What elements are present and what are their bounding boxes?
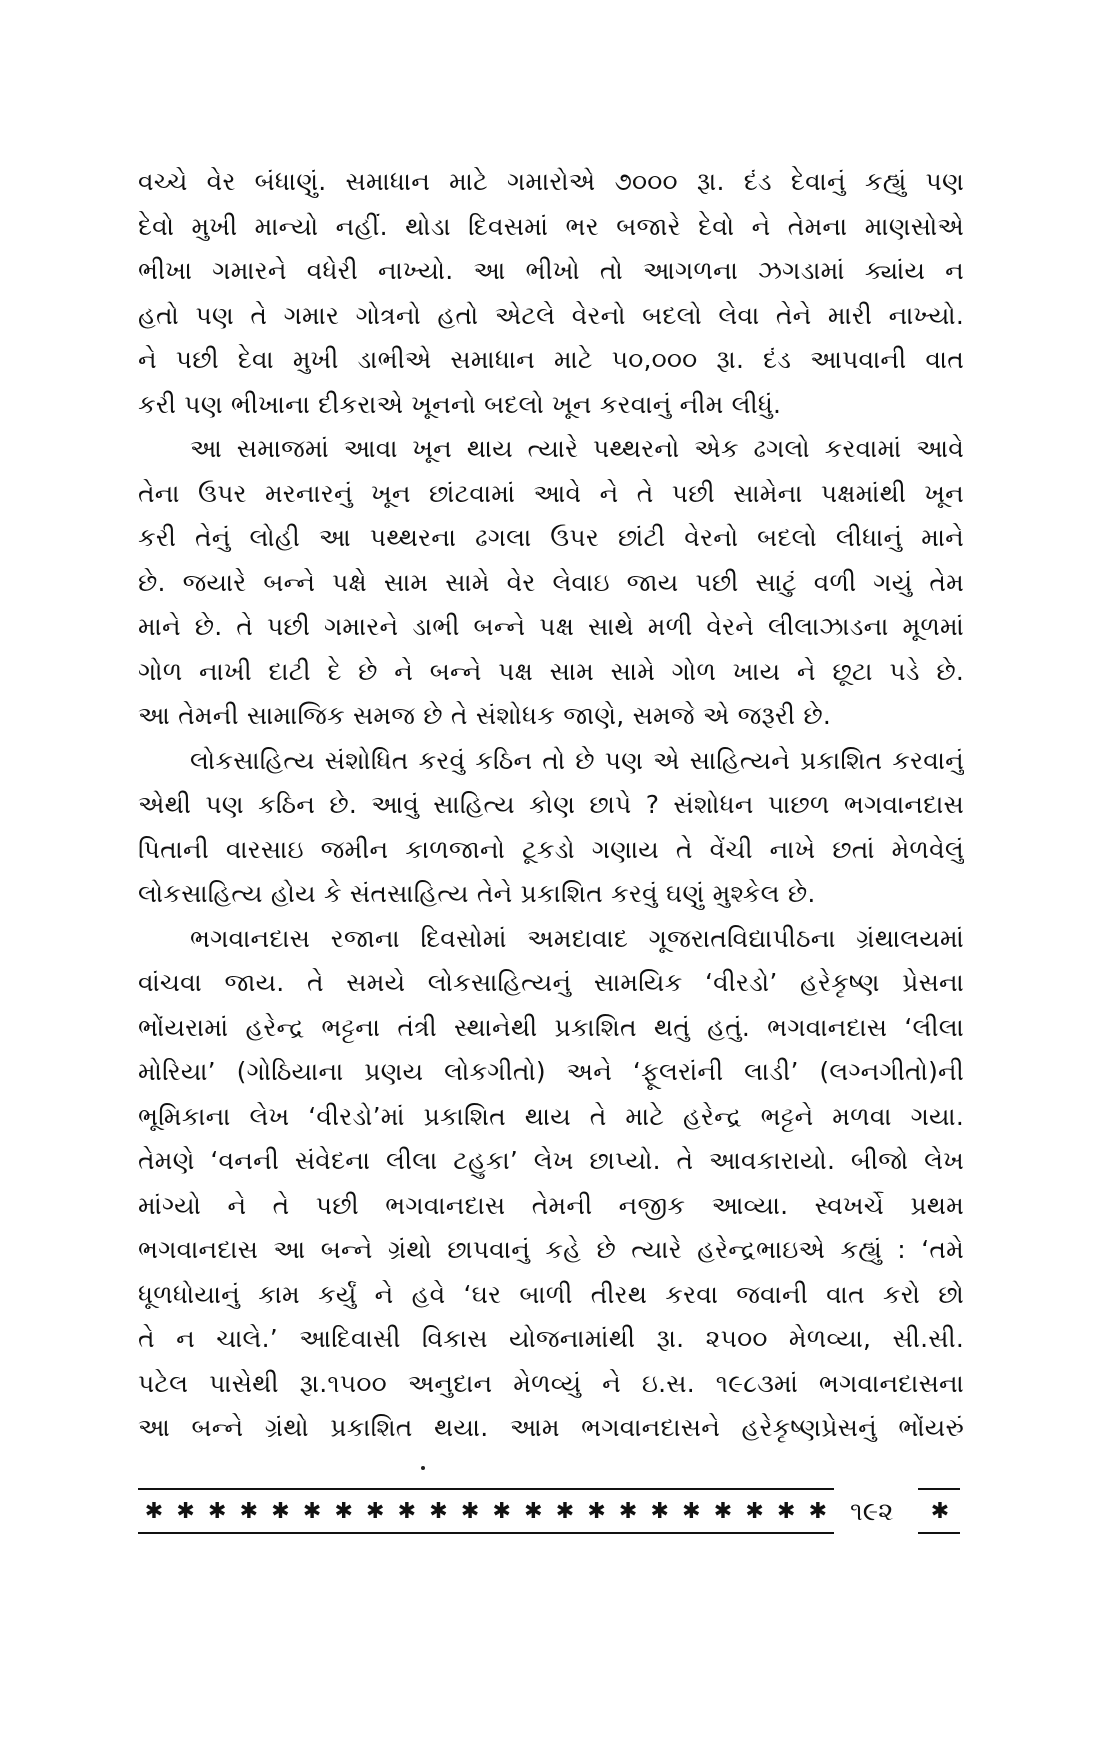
footer-rule-bottom [138, 1532, 834, 1534]
text-line: મોરિયા’ (ગોઠિયાના પ્રણય લોકગીતો) અને ‘ફૂલરાંની લાડી’ (લગ્નગીતો)ની [138, 1057, 964, 1086]
text-line: ને પછી દેવા મુખી ડાભીએ સમાધાન માટે ૫૦,૦૦૦ રૂા. દંડ આપવાની વાત [138, 345, 964, 374]
text-line: તે ન ચાલે.’ આદિવાસી વિકાસ યોજનામાંથી રૂા. ૨૫૦૦ મેળવ્યા, સી.સી. [138, 1324, 964, 1353]
star-icon: ✱ [144, 1499, 164, 1524]
star-icon: ✱ [176, 1499, 195, 1524]
star-icon: ✱ [334, 1499, 353, 1524]
star-icon: ✱ [524, 1499, 543, 1524]
star-icon: ✱ [682, 1499, 701, 1524]
footer-rule-top [138, 1488, 834, 1490]
page-number: ૧૯૨ [850, 1497, 894, 1527]
star-icon: ✱ [650, 1499, 669, 1524]
star-icon: ✱ [745, 1499, 764, 1524]
stray-dot-mark [421, 1466, 425, 1470]
text-line: હતો પણ તે ગમાર ગોત્રનો હતો એટલે વેરનો બદલો લેવા તેને મારી નાખ્યો. [138, 300, 964, 330]
paragraph-first-line: ભગવાનદાસ રજાના દિવસોમાં અમદાવાદ ગૂજરાતવિદ્યાપીઠના ગ્રંથાલયમાં [190, 923, 964, 953]
star-icon: ✱ [776, 1499, 796, 1524]
page-footer [138, 1488, 964, 1538]
text-line: ભીખા ગમારને વધેરી નાખ્યો. આ ભીખો તો આગળના ઝગડામાં ક્યાંય ન [138, 256, 964, 285]
star-icon: ✱ [460, 1499, 480, 1524]
end-rule-bottom [918, 1532, 960, 1534]
text-line: તેમણે ‘વનની સંવેદના લીલા ટહુકા’ લેખ છાપ્યો. તે આવકારાયો. બીજો લેખ [138, 1146, 964, 1175]
footer-star-border [140, 1494, 832, 1530]
star-icon: ✱ [713, 1499, 733, 1524]
star-icon: ✱ [555, 1499, 575, 1524]
star-icon: ✱ [808, 1499, 828, 1524]
text-line: વચ્ચે વેર બંધાણું. સમાધાન માટે ગમારોએ ૭૦૦૦ રૂા. દંડ દેવાનું કહ્યું પણ [138, 167, 964, 196]
text-line: ભોંયરામાં હરેન્દ્ર ભટ્ટના તંત્રી સ્થાનેથી પ્રકાશિત થતું હતું. ભગવાનદાસ ‘લીલા [138, 1012, 964, 1042]
text-line: માંગ્યો ને તે પછી ભગવાનદાસ તેમની નજીક આવ્યા. સ્વખર્ચે પ્રથમ [138, 1190, 964, 1220]
text-line: આ તેમની સામાજિક સમજ છે તે સંશોધક જાણે, સમજે એ જરૂરી છે. [138, 701, 832, 730]
star-icon: ✱ [208, 1499, 227, 1524]
body-text [138, 160, 964, 1451]
text-line: માને છે. તે પછી ગમારને ડાભી બન્ને પક્ષ સાથે મળી વેરને લીલાઝાડના મૂળમાં [138, 612, 964, 641]
text-line: તેના ઉપર મરનારનું ખૂન છાંટવામાં આવે ને તે પછી સામેના પક્ષમાંથી ખૂન [138, 478, 964, 508]
paragraph-first-line: લોકસાહિત્ય સંશોધિત કરવું કઠિન તો છે પણ એ સાહિત્યને પ્રકાશિત કરવાનું [190, 745, 964, 775]
text-line: ભગવાનદાસ આ બન્ને ગ્રંથો છાપવાનું કહે છે ત્યારે હરેન્દ્રભાઇએ કહ્યું : ‘તમે [138, 1235, 964, 1264]
text-line: દેવો મુખી માન્યો નહીં. થોડા દિવસમાં ભર બજારે દેવો ને તેમના માણસોએ [138, 211, 964, 241]
star-icon: ✱ [397, 1499, 417, 1524]
text-line: કરી તેનું લોહી આ પથ્થરના ઢગલા ઉપર છાંટી વેરનો બદલો લીધાનું માને [138, 523, 964, 552]
text-line: પટેલ પાસેથી રૂા.૧૫૦૦ અનુદાન મેળવ્યું ને ઇ.સ. ૧૯૮૩માં ભગવાનદાસના [138, 1368, 964, 1398]
star-icon: ✱ [271, 1499, 290, 1524]
star-icon: ✱ [618, 1499, 638, 1524]
text-line: ધૂળધોયાનું કામ કર્યું ને હવે ‘ઘર બાળી તીરથ કરવા જવાની વાત કરો છો [138, 1279, 964, 1309]
star-icon: ✱ [930, 1499, 950, 1524]
text-line: ભૂમિકાના લેખ ‘વીરડો’માં પ્રકાશિત થાય તે માટે હરેન્દ્ર ભટ્ટને મળવા ગયા. [138, 1101, 964, 1131]
star-icon: ✱ [429, 1499, 448, 1524]
text-line: કરી પણ ભીખાના દીકરાએ ખૂનનો બદલો ખૂન કરવાનું નીમ લીધું. [138, 389, 782, 419]
paragraph-first-line: આ સમાજમાં આવા ખૂન થાય ત્યારે પથ્થરનો એક ઢગલો કરવામાં આવે [190, 434, 964, 463]
text-line: લોકસાહિત્ય હોય કે સંતસાહિત્ય તેને પ્રકાશિત કરવું ઘણું મુશ્કેલ છે. [138, 879, 816, 908]
text-line: ગોળ નાખી દાટી દે છે ને બન્ને પક્ષ સામ સામે ગોળ ખાય ને છૂટા પડે છે. [138, 656, 964, 686]
text-line: એથી પણ કઠિન છે. આવું સાહિત્ય કોણ છાપે ? સંશોધન પાછળ ભગવાનદાસ [138, 790, 964, 819]
star-icon: ✱ [239, 1499, 259, 1524]
text-line: છે. જયારે બન્ને પક્ષે સામ સામે વેર લેવાઇ જાય પછી સાટું વળી ગયું તેમ [138, 567, 964, 597]
text-line: આ બન્ને ગ્રંથો પ્રકાશિત થયા. આમ ભગવાનદાસને હરેકૃષ્ણપ્રેસનું ભોંયરું [138, 1413, 964, 1442]
star-icon: ✱ [302, 1499, 322, 1524]
text-line: પિતાની વારસાઇ જમીન કાળજાનો ટૂકડો ગણાય તે વેંચી નાખે છતાં મેળવેલું [138, 834, 964, 864]
text-line: વાંચવા જાય. તે સમયે લોકસાહિત્યનું સામયિક ‘વીરડો’ હરેકૃષ્ણ પ્રેસના [138, 968, 964, 997]
star-icon: ✱ [492, 1499, 511, 1524]
star-icon: ✱ [366, 1499, 385, 1524]
end-rule-top [918, 1488, 960, 1490]
star-icon: ✱ [587, 1499, 606, 1524]
